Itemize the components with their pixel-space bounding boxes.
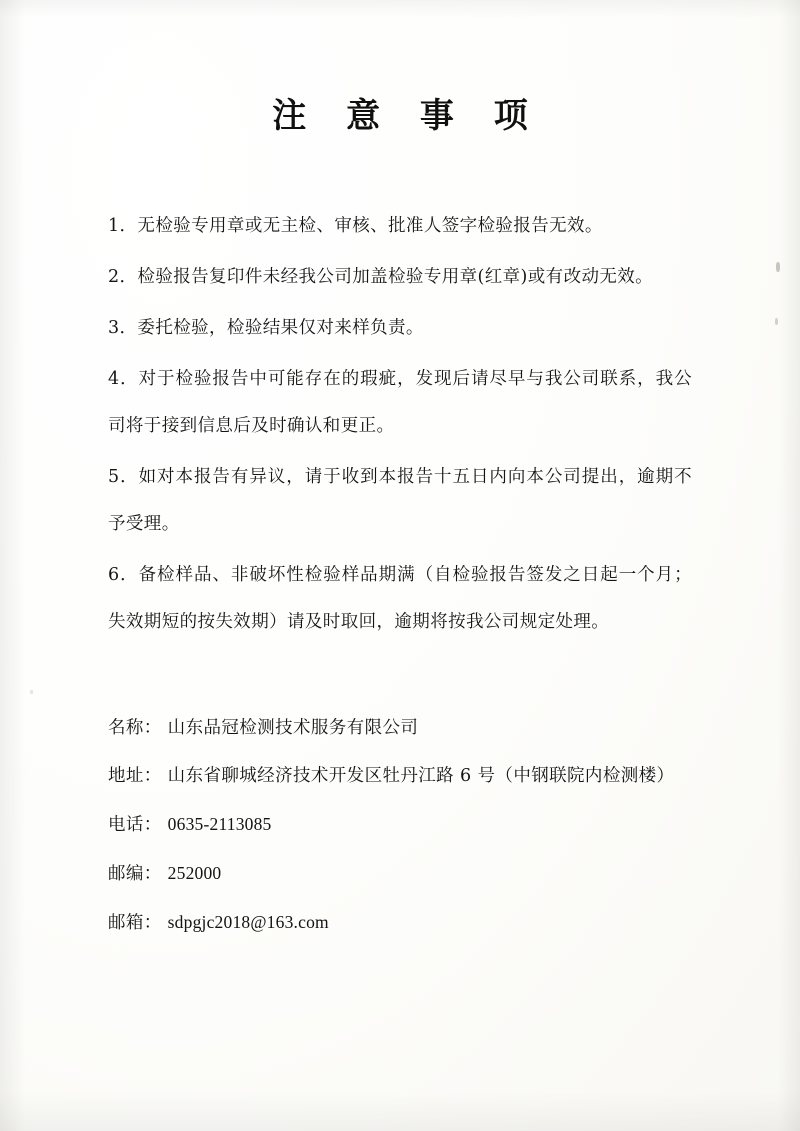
contact-value: sdpgjc2018@163.com [167,912,329,932]
contact-label: 邮编： [108,864,162,884]
list-item: 5．如对本报告有异议，请于收到本报告十五日内向本公司提出，逾期不予受理。 [108,467,692,534]
contact-label: 邮箱： [108,913,162,933]
contact-label: 地址： [108,766,162,786]
contact-value: 0635-2113085 [167,814,272,834]
list-item: 4．对于检验报告中可能存在的瑕疵，发现后请尽早与我公司联系，我公司将于接到信息后及时确认和更正。 [108,369,692,436]
scan-shadow-bottom [0,1091,800,1131]
contact-label: 电话： [108,815,162,835]
contact-row-email [108,898,692,947]
contact-row-phone [108,800,692,849]
list-item: 2．检验报告复印件未经我公司加盖检验专用章(红章)或有改动无效。 [108,267,654,287]
contact-value: 山东品冠检测技术服务有限公司 [167,718,419,738]
contact-block [108,704,692,947]
notes-list [108,203,692,646]
contact-row-address [108,752,692,800]
contact-value: 山东省聊城经济技术开发区牡丹江路 6 号（中钢联院内检测楼） [167,766,675,786]
list-item: 1．无检验专用章或无主检、审核、批准人签字检验报告无效。 [108,216,603,236]
list-item: 6．备检样品、非破坏性检验样品期满（自检验报告签发之日起一个月；失效期短的按失效期）请及时取回，逾期将按我公司规定处理。 [108,565,692,632]
list-item: 3．委托检验，检验结果仅对来样负责。 [108,318,424,338]
contact-row-name [108,704,692,752]
contact-value: 252000 [167,863,222,883]
contact-row-postcode [108,849,692,898]
contact-label: 名称： [108,718,162,738]
page-title: 注 意 事 项 [272,96,542,136]
